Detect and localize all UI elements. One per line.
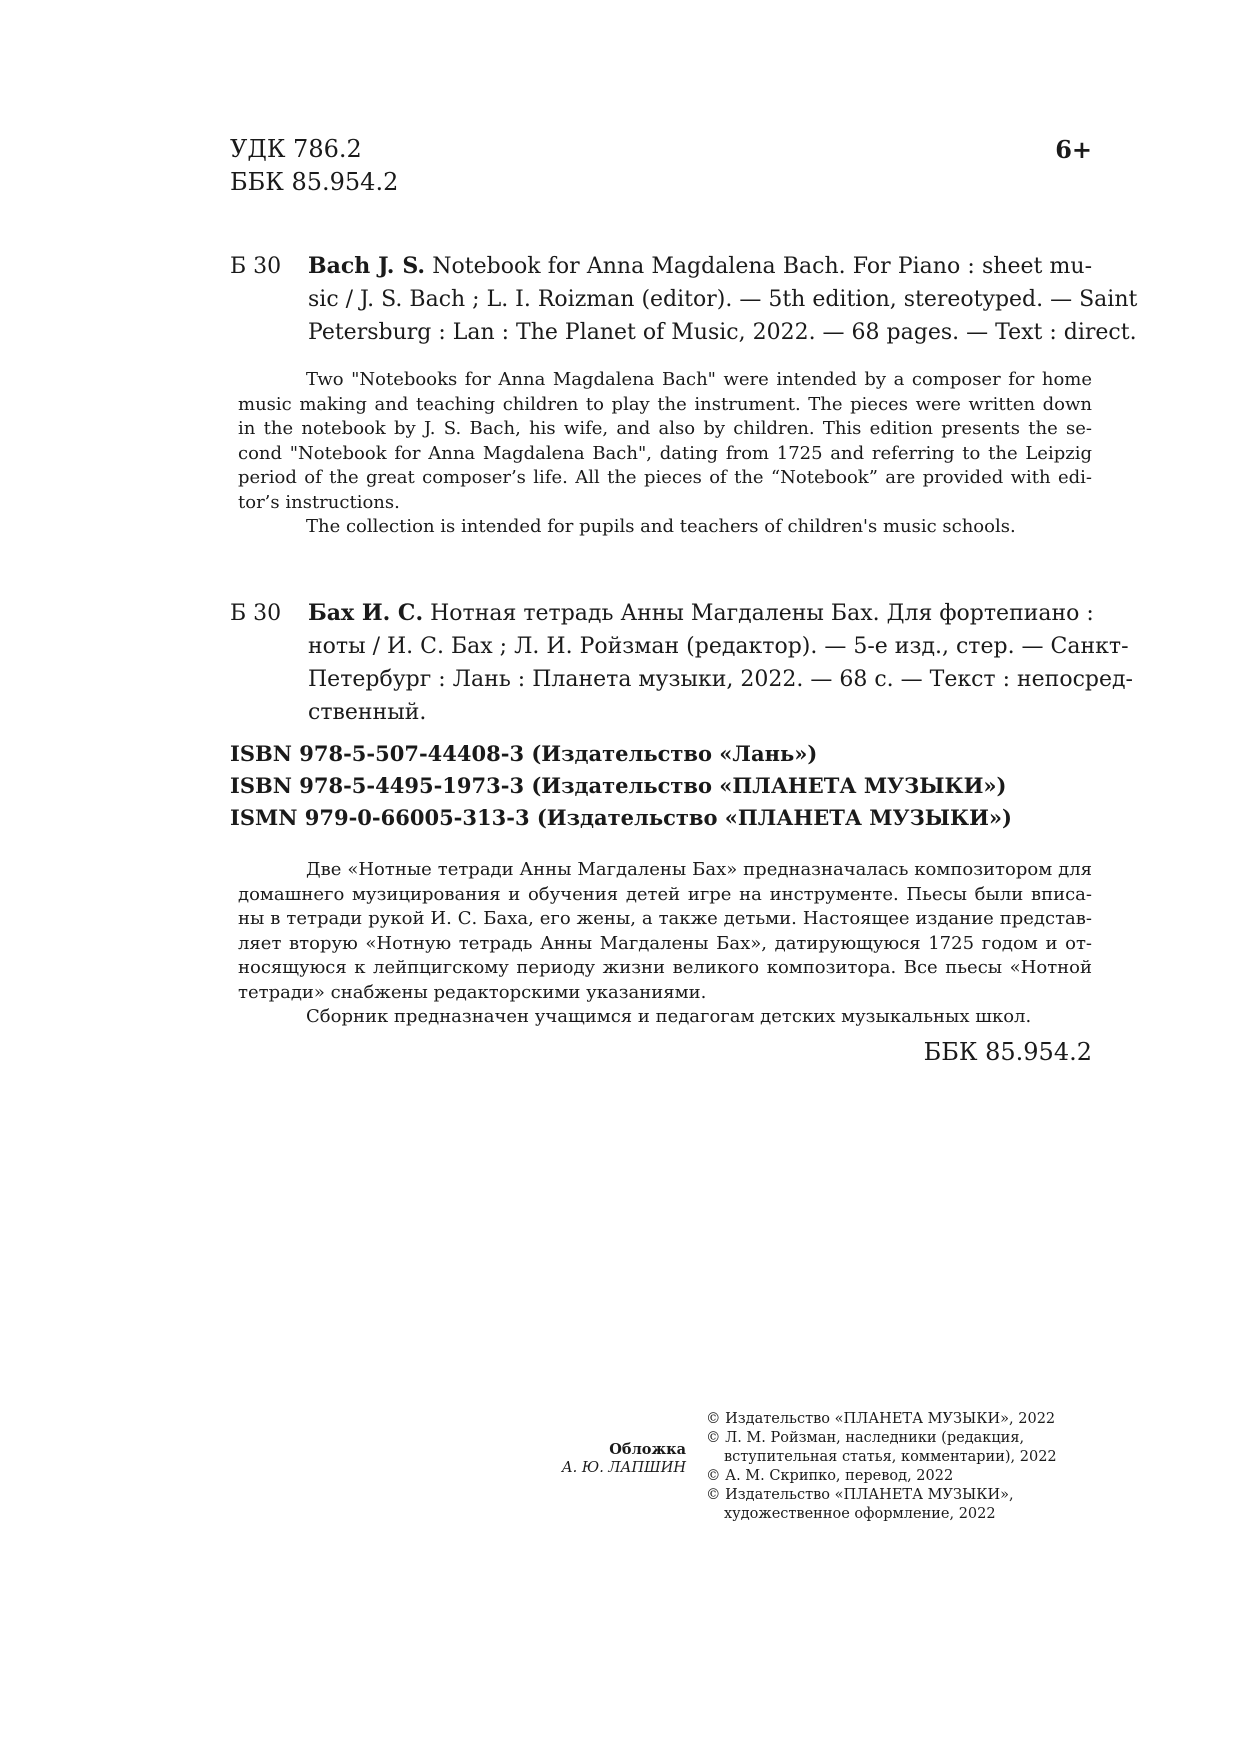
isbn-planeta: ISBN 978-5-4495-1973-3 (Издательство «ПЛАНЕТА МУЗЫКИ»): [230, 773, 1007, 798]
english-record-continuation: [308, 283, 1138, 349]
english-record-author: Bach J. S.: [308, 253, 426, 279]
copyright-line: © Издательство «ПЛАНЕТА МУЗЫКИ»,: [706, 1487, 1014, 1503]
russian-record-line-2: ноты / И. С. Бах ; Л. И. Ройзман (редактор). — 5-е изд., стер. — Санкт-: [308, 634, 1129, 659]
english-abstract-line: Two "Notebooks for Anna Magdalena Bach" were intended by a composer for home: [306, 369, 1092, 390]
bbk-code: ББК 85.954.2: [230, 168, 399, 196]
russian-abstract-line: Сборник предназначен учащимся и педагогам детских музыкальных школ.: [306, 1006, 1032, 1027]
english-abstract: [238, 368, 1092, 540]
english-abstract-line: music making and teaching children to play the instrument. The pieces were written down: [238, 393, 1092, 415]
copyright-block: [706, 1410, 1057, 1524]
isbn-block: [230, 738, 1012, 834]
english-abstract-line: The collection is intended for pupils and teachers of children's music schools.: [306, 516, 1016, 537]
russian-record-title: Нотная тетрадь Анны Магдалены Бах. Для фортепиано :: [430, 601, 1094, 626]
copyright-line: © Л. М. Ройзман, наследники (редакция,: [706, 1430, 1025, 1446]
cover-credit: [480, 1440, 686, 1478]
russian-record-line-3: Петербург : Лань : Планета музыки, 2022. — 68 с. — Текст : непосред-: [308, 667, 1133, 692]
russian-record-line-4: ственный.: [308, 700, 427, 725]
cover-credit-label: Обложка: [609, 1441, 686, 1458]
classification-block: [230, 133, 398, 199]
russian-record-code: Б 30: [230, 601, 282, 626]
copyright-line: © Издательство «ПЛАНЕТА МУЗЫКИ», 2022: [706, 1411, 1056, 1427]
ismn-planeta: ISMN 979-0-66005-313-3 (Издательство «ПЛАНЕТА МУЗЫКИ»): [230, 805, 1012, 830]
english-abstract-line: in the notebook by J. S. Bach, his wife, and also by children. This edition presents the se-: [238, 418, 1092, 439]
russian-record-author: Бах И. С.: [308, 600, 424, 626]
russian-abstract-line: носящуюся к лейпцигскому периоду жизни великого композитора. Все пьесы «Нотной: [238, 957, 1092, 978]
cover-credit-name: А. Ю. ЛАПШИН: [561, 1460, 686, 1476]
russian-record-continuation: [308, 630, 1133, 729]
russian-abstract-line: тетради» снабжены редакторскими указаниями.: [238, 981, 707, 1003]
copyright-line: художественное оформление, 2022: [724, 1506, 996, 1522]
russian-abstract-line: Две «Нотные тетради Анны Магдалены Бах» предназначалась композитором для: [306, 859, 1092, 880]
english-record-line-1: [308, 250, 1092, 283]
isbn-lan: ISBN 978-5-507-44408-3 (Издательство «Лань»): [230, 741, 818, 766]
english-record-title: Notebook for Anna Magdalena Bach. For Piano : sheet mu-: [432, 254, 1092, 279]
english-record-line-2: sic / J. S. Bach ; L. I. Roizman (editor). — 5th edition, stereotyped. — Saint: [308, 287, 1138, 312]
age-rating: 6+: [1055, 135, 1092, 164]
english-abstract-line: period of the great composer’s life. All the pieces of the “Notebook” are provided with edi-: [238, 467, 1092, 488]
russian-abstract-line: домашнего музицирования и обучения детей игре на инструменте. Пьесы были вписа-: [238, 883, 1092, 905]
russian-abstract: [238, 858, 1092, 1030]
english-abstract-line: cond "Notebook for Anna Magdalena Bach", dating from 1725 and referring to the Leipzig: [238, 442, 1092, 464]
udk-code: УДК 786.2: [230, 135, 362, 163]
english-record-line-3: Petersburg : Lan : The Planet of Music, 2022. — 68 pages. — Text : direct.: [308, 320, 1137, 345]
russian-abstract-line: ны в тетради рукой И. С. Баха, его жены, а также детьми. Настоящее издание представ-: [238, 908, 1092, 929]
russian-abstract-line: ляет вторую «Нотную тетрадь Анны Магдалены Бах», датирующуюся 1725 годом и от-: [238, 932, 1092, 954]
copyright-line: © А. М. Скрипко, перевод, 2022: [706, 1468, 954, 1484]
copyright-line: вступительная статья, комментарии), 2022: [724, 1449, 1057, 1465]
russian-record-line-1: [308, 597, 1092, 630]
bbk-footer: ББК 85.954.2: [923, 1038, 1092, 1066]
english-record-code: Б 30: [230, 254, 282, 279]
english-abstract-line: tor’s instructions.: [238, 491, 400, 513]
